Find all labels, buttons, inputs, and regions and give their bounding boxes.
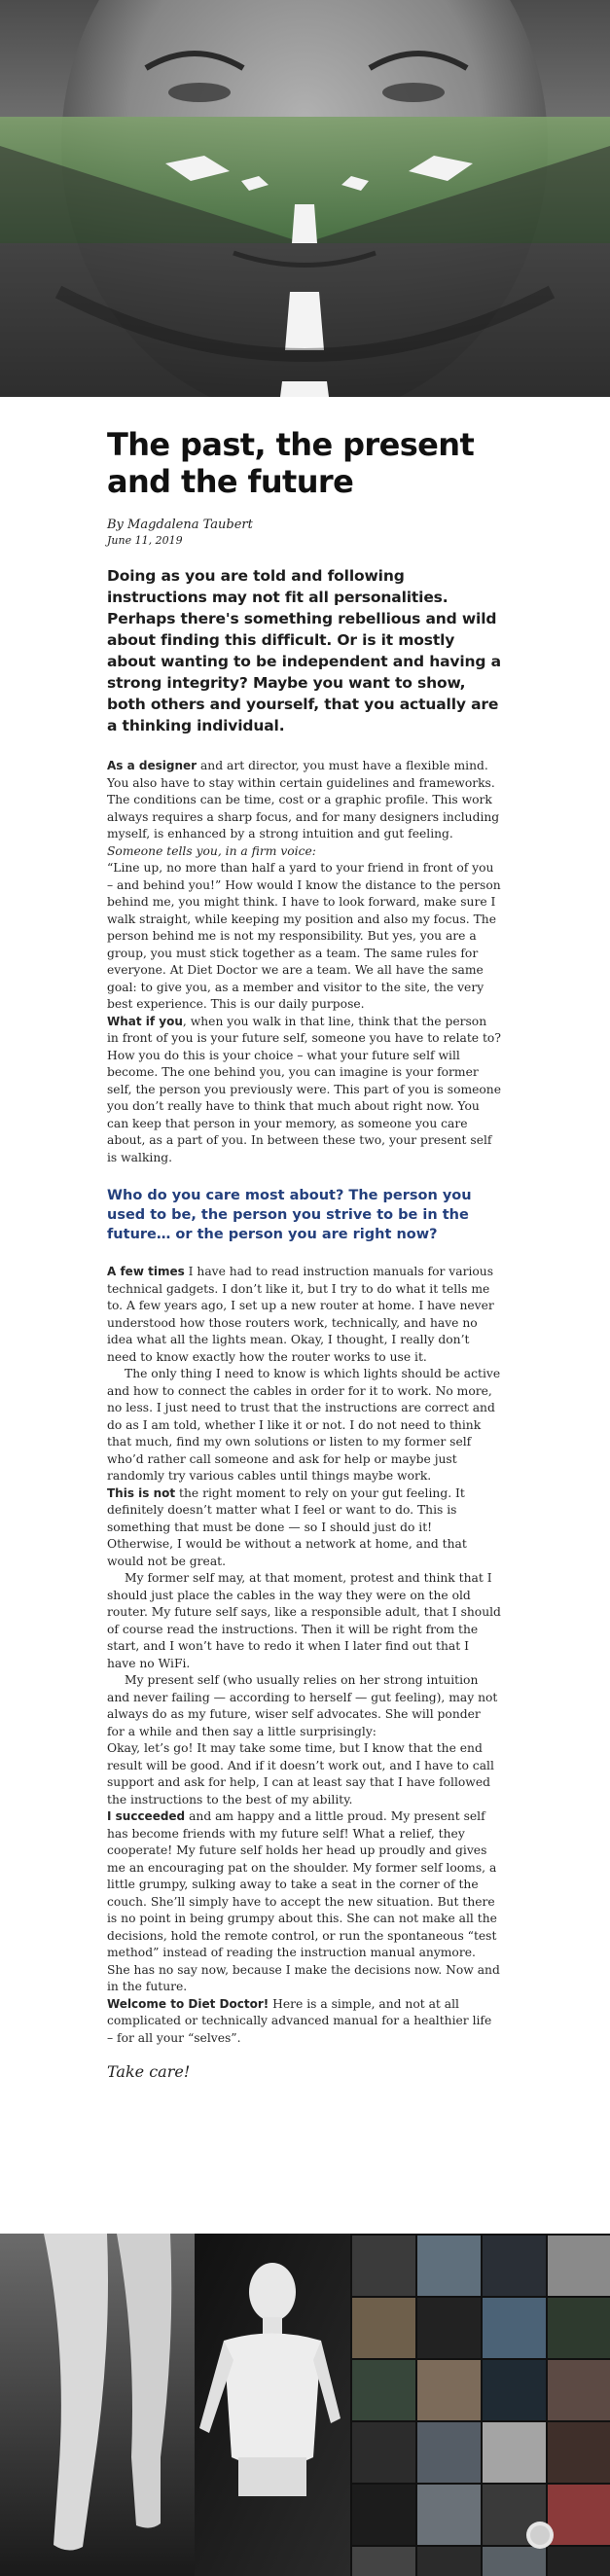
paragraph-lead-word: I succeeded <box>107 1809 186 1823</box>
paragraph-former-self: My former self may, at that moment, protest and think that I should just place the cables in the way they were on the old router. My future self says, like a responsible adult, that I should of course read the instructions. Then it will be right from the start, and I won’t have to redo it when I later find out that I have no WiFi. <box>107 1571 501 1670</box>
article-signoff: Take care! <box>107 2062 191 2081</box>
paragraph-a-few-times <box>107 1264 501 1366</box>
paragraph-italic-intro: Someone tells you, in a firm voice: <box>107 843 316 858</box>
paragraph-text: I have had to read instruction manuals for various technical gadgets. I don’t like it, but I try to do what it tells me to. A few years ago, I set up a new router at home. I have never understood how those routers work, technically, and have no idea what all the lights mean. Okay, I thought, I really don’t need to know exactly how the router works to use it. <box>107 1265 494 1364</box>
paragraph-text: the right moment to rely on your gut feeling. It definitely doesn’t matter what I feel or want to do. This is something that must be done — so I should just do it! Otherwise, I would be without a network at home, and that would not be great. <box>107 1485 467 1568</box>
paragraph-what-if <box>107 1014 501 1167</box>
article-title: The past, the present and the future <box>107 426 475 500</box>
article-lead: Doing as you are told and following instructions may not fit all personalities. Perhaps there's something rebellious and wild about finding this difficult. Or is it mostly about wanting to be independent and having a strong integrity? Maybe you want to show, both others and yourself, that you actually are a thinking individual. <box>107 567 501 734</box>
paragraph-lead-word: Welcome to Diet Doctor! <box>107 1996 269 2011</box>
paragraph-lead-word: As a designer <box>107 759 197 772</box>
article-body <box>107 397 501 2082</box>
paragraph-lead-word: This is not <box>107 1485 176 1500</box>
paragraph-text: Here is a simple, and not at all complicated or technically advanced manual for a healthier life – for all your “selves”. <box>107 1996 492 2045</box>
paragraph-lead-word: What if you <box>107 1014 183 1028</box>
article-byline: By Magdalena Taubert <box>107 518 253 532</box>
article-date: June 11, 2019 <box>107 534 183 547</box>
paragraph-text: , when you walk in that line, think that the person in front of you is your future self, someone you have to relate to? How you do this is your choice – what your future self will become. The one behind you, you can imagine is your former self, the person you previously were. This part of you is someone you don’t really have to think that much about right now. You can keep that person in your memory, as someone you care about, as a part of you. In between these two, your present self is walking. <box>107 1014 502 1164</box>
paragraph-welcome <box>107 1996 501 2048</box>
paragraph-text: and art director, you must have a flexible mind. You also have to stay within certain guidelines and frameworks. The conditions can be time, cost or a graphic profile. This work always requires a sharp focus, and for many designers including myself, is enhanced by a strong intuition and gut feeling. <box>107 759 500 841</box>
paragraph-someone-tells-you <box>107 843 501 1014</box>
footer-image-collage <box>0 2234 610 2576</box>
paragraph-this-is-not <box>107 1485 501 1571</box>
paragraph-text: “Line up, no more than half a yard to your friend in front of you – and behind you!” How would I know the distance to the person behind me, you might think. I have to look forward, make sure I walk straight, while keeping my position and also my focus. The person behind me is not my responsibility. But yes, you are a group, you must stick together as a team. The same rules for everyone. At Diet Doctor we are a team. We all have the same goal: to give you, as a member and visitor to the site, the very best experience. This is our daily purpose. <box>107 861 501 1011</box>
pull-quote: Who do you care most about? The person you used to be, the person you strive to be in the future… or the person you are right now? <box>107 1188 472 1242</box>
paragraph-only-thing: The only thing I need to know is which lights should be active and how to connect the cables in order for it to work. No more, no less. I just need to trust that the instructions are correct and do as I am told, whether I like it or not. I do not need to think that much, find my own solutions or listen to my former self who’d rather call someone and ask for help or maybe just randomly try various cables until things maybe work. <box>107 1367 501 1483</box>
paragraph-i-succeeded <box>107 1808 501 1996</box>
paragraph-designer <box>107 758 501 843</box>
paragraph-okay-lets-go: Okay, let’s go! It may take some time, but I know that the end result will be good. And if it doesn’t work out, and I have to call support and ask for help, I can at least say that I have followed the instructions to the best of my ability. <box>107 1741 494 1807</box>
article <box>0 397 610 2234</box>
paragraph-text: and am happy and a little proud. My present self has become friends with my future self! What a relief, they cooperate! My future self holds her head up proudly and gives me an encouraging pat on the shoulder. My former self looms, a little grumpy, sulking away to take a seat in the corner of the couch. She’ll simply have to accept the new situation. But there is no point in being grumpy about this. She can not make all the decisions, hold the remote control, or run the spontaneous “test method” instead of reading the instruction manual anymore. She has no say now, because I make the decisions now. Now and in the future. <box>107 1809 500 1993</box>
paragraph-present-self: My present self (who usually relies on her strong intuition and never failing — according to herself — gut feeling), may not always do as my future, wiser self advocates. She will ponder for a while and then say a little surprisingly: <box>107 1673 498 1738</box>
hero-image <box>0 0 610 397</box>
paragraph-lead-word: A few times <box>107 1265 185 1278</box>
